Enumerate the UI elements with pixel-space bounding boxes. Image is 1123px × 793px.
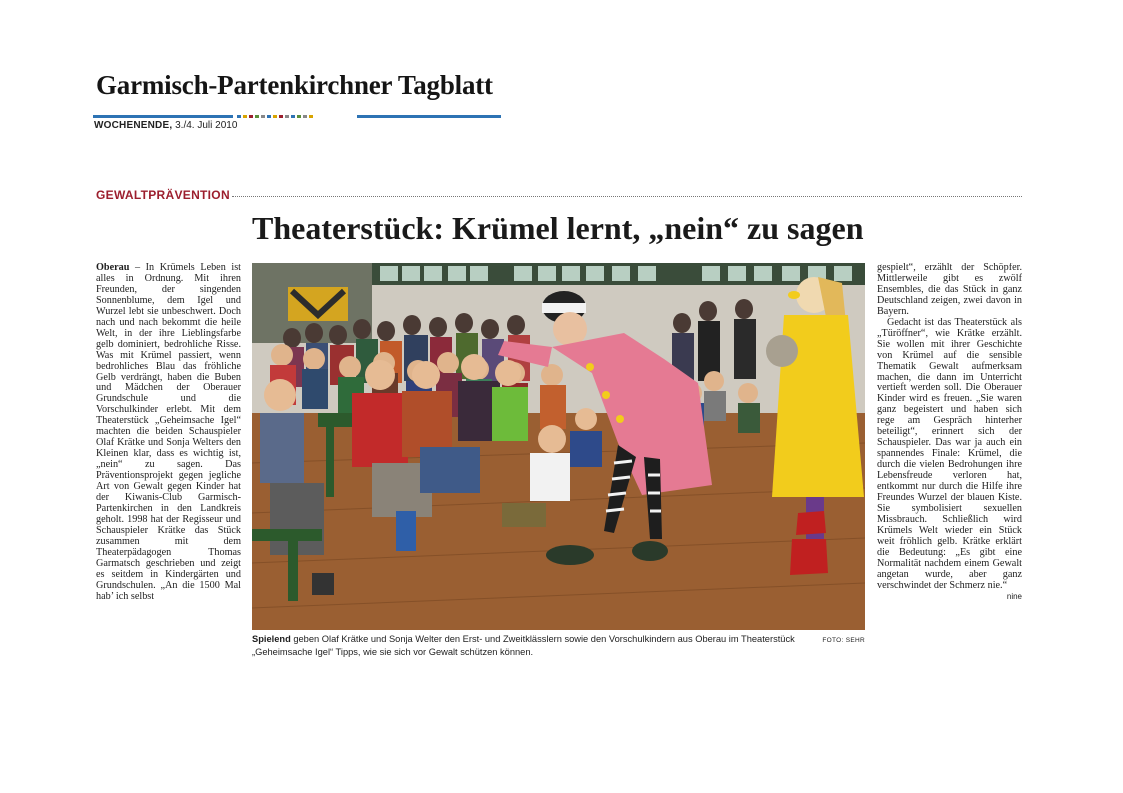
edition-line — [94, 120, 237, 131]
caption-text: geben Olaf Krätke und Sonja Welter den Erst- und Zweitklässlern sowie den Vorschulkindern aus Oberau im Theaterstück „Geheimsache Igel“ Tipps, wie sie sich vor Gewalt schützen können. — [252, 634, 795, 657]
newspaper-masthead: Garmisch-Partenkirchner Tagblatt — [96, 70, 493, 100]
section-kicker: GEWALTPRÄVENTION — [96, 188, 230, 202]
masthead-color-strip — [236, 113, 354, 119]
article-headline: Theaterstück: Krümel lernt, „nein“ zu sagen — [252, 210, 864, 246]
article-column-right — [877, 263, 1022, 659]
photo-caption — [252, 633, 865, 658]
masthead-rule-right — [357, 115, 501, 118]
right-column-paragraph-2: Gedacht ist das Theaterstück als „Türöffner“, wie Krätke erzählt. Sie wollen mit ihrer Geschichte von Krümel auf die sensible Thematik Gewalt aufmerksam machen, die dann im Unterricht vertieft werden soll. Die Oberauer Kinder wird es freuen. „Sie waren ganz begeistert und haben sich rege am Gespräch hinterher beteiligt“, erinnert sich der Schauspieler. Das war ja auch ein spannendes Finale: Krümel, die durch die vielen Bedrohungen ihre Lebensfreude verloren hat, entkommt nur durch die Hilfe ihre Freundes Wurzel der blauen Kiste. Sie symbolisiert sexuellen Missbrauch. Schließlich wird Krümels Welt wieder ein Stück weit fröhlich gelb. Krätke erklärt die Bedeutung: „Es gibt eine Normalität nachdem einem Gewalt angetan wurde, aber ganz verschwindet der Schmerz nie.“ — [877, 316, 1022, 591]
right-column-paragraph-1: gespielt“, erzählt der Schöpfer. Mittlerweile gibt es zwölf Ensembles, die das Stück in ganz Deutschland zeigen, zwei davon in Bayern. — [877, 263, 1022, 317]
edition-label: WOCHENENDE, — [94, 120, 173, 131]
masthead-rule-left — [93, 115, 233, 118]
photo-credit: FOTO: SEHR — [822, 637, 865, 644]
author-signature: nine — [1006, 591, 1022, 601]
dateline: Oberau — [96, 263, 130, 273]
article-photo — [252, 263, 865, 630]
kicker-dotted-rule — [232, 196, 1022, 197]
left-column-body: – In Krümels Leben ist alles in Ordnung. Mit ihren Freunden, der singenden Sonnenblume, dem Igel und Wurzel lebt sie unbeschwert. Doch nach und nach bekommt die heile Welt, in der ihre Lieblingsfarbe gelb dominiert, bedrohliche Risse. Was mit Krümel passiert, wenn bedrohliches Blau das fröhliche Gelb verdrängt, haben die Buben und Mädchen der Oberauer Grundschule und die Vorschulkinder erlebt. Mit dem Theaterstück „Geheimsache Igel“ machten die beiden Schauspieler Olaf Krätke und Sonja Welters den Kleinen klar, dass es wichtig ist, „nein“ zu sagen. Das Präventionsprojekt gegen jegliche Art von Gewalt gegen Kinder hat der Kiwanis-Club Garmisch-Partenkirchen in den Landkreis geholt. 1998 hat der Regisseur und Schauspieler Krätke das Stück zusammen mit dem Theaterpädagogen Thomas Garmatsch geschrieben und zeigt es seitdem in Kindergärten und Grundschulen. „An die 1500 Mal hab’ ich selbst — [96, 263, 241, 602]
article-column-left — [96, 263, 241, 659]
edition-date: 3./4. Juli 2010 — [175, 120, 238, 131]
caption-lead: Spielend — [252, 634, 291, 644]
